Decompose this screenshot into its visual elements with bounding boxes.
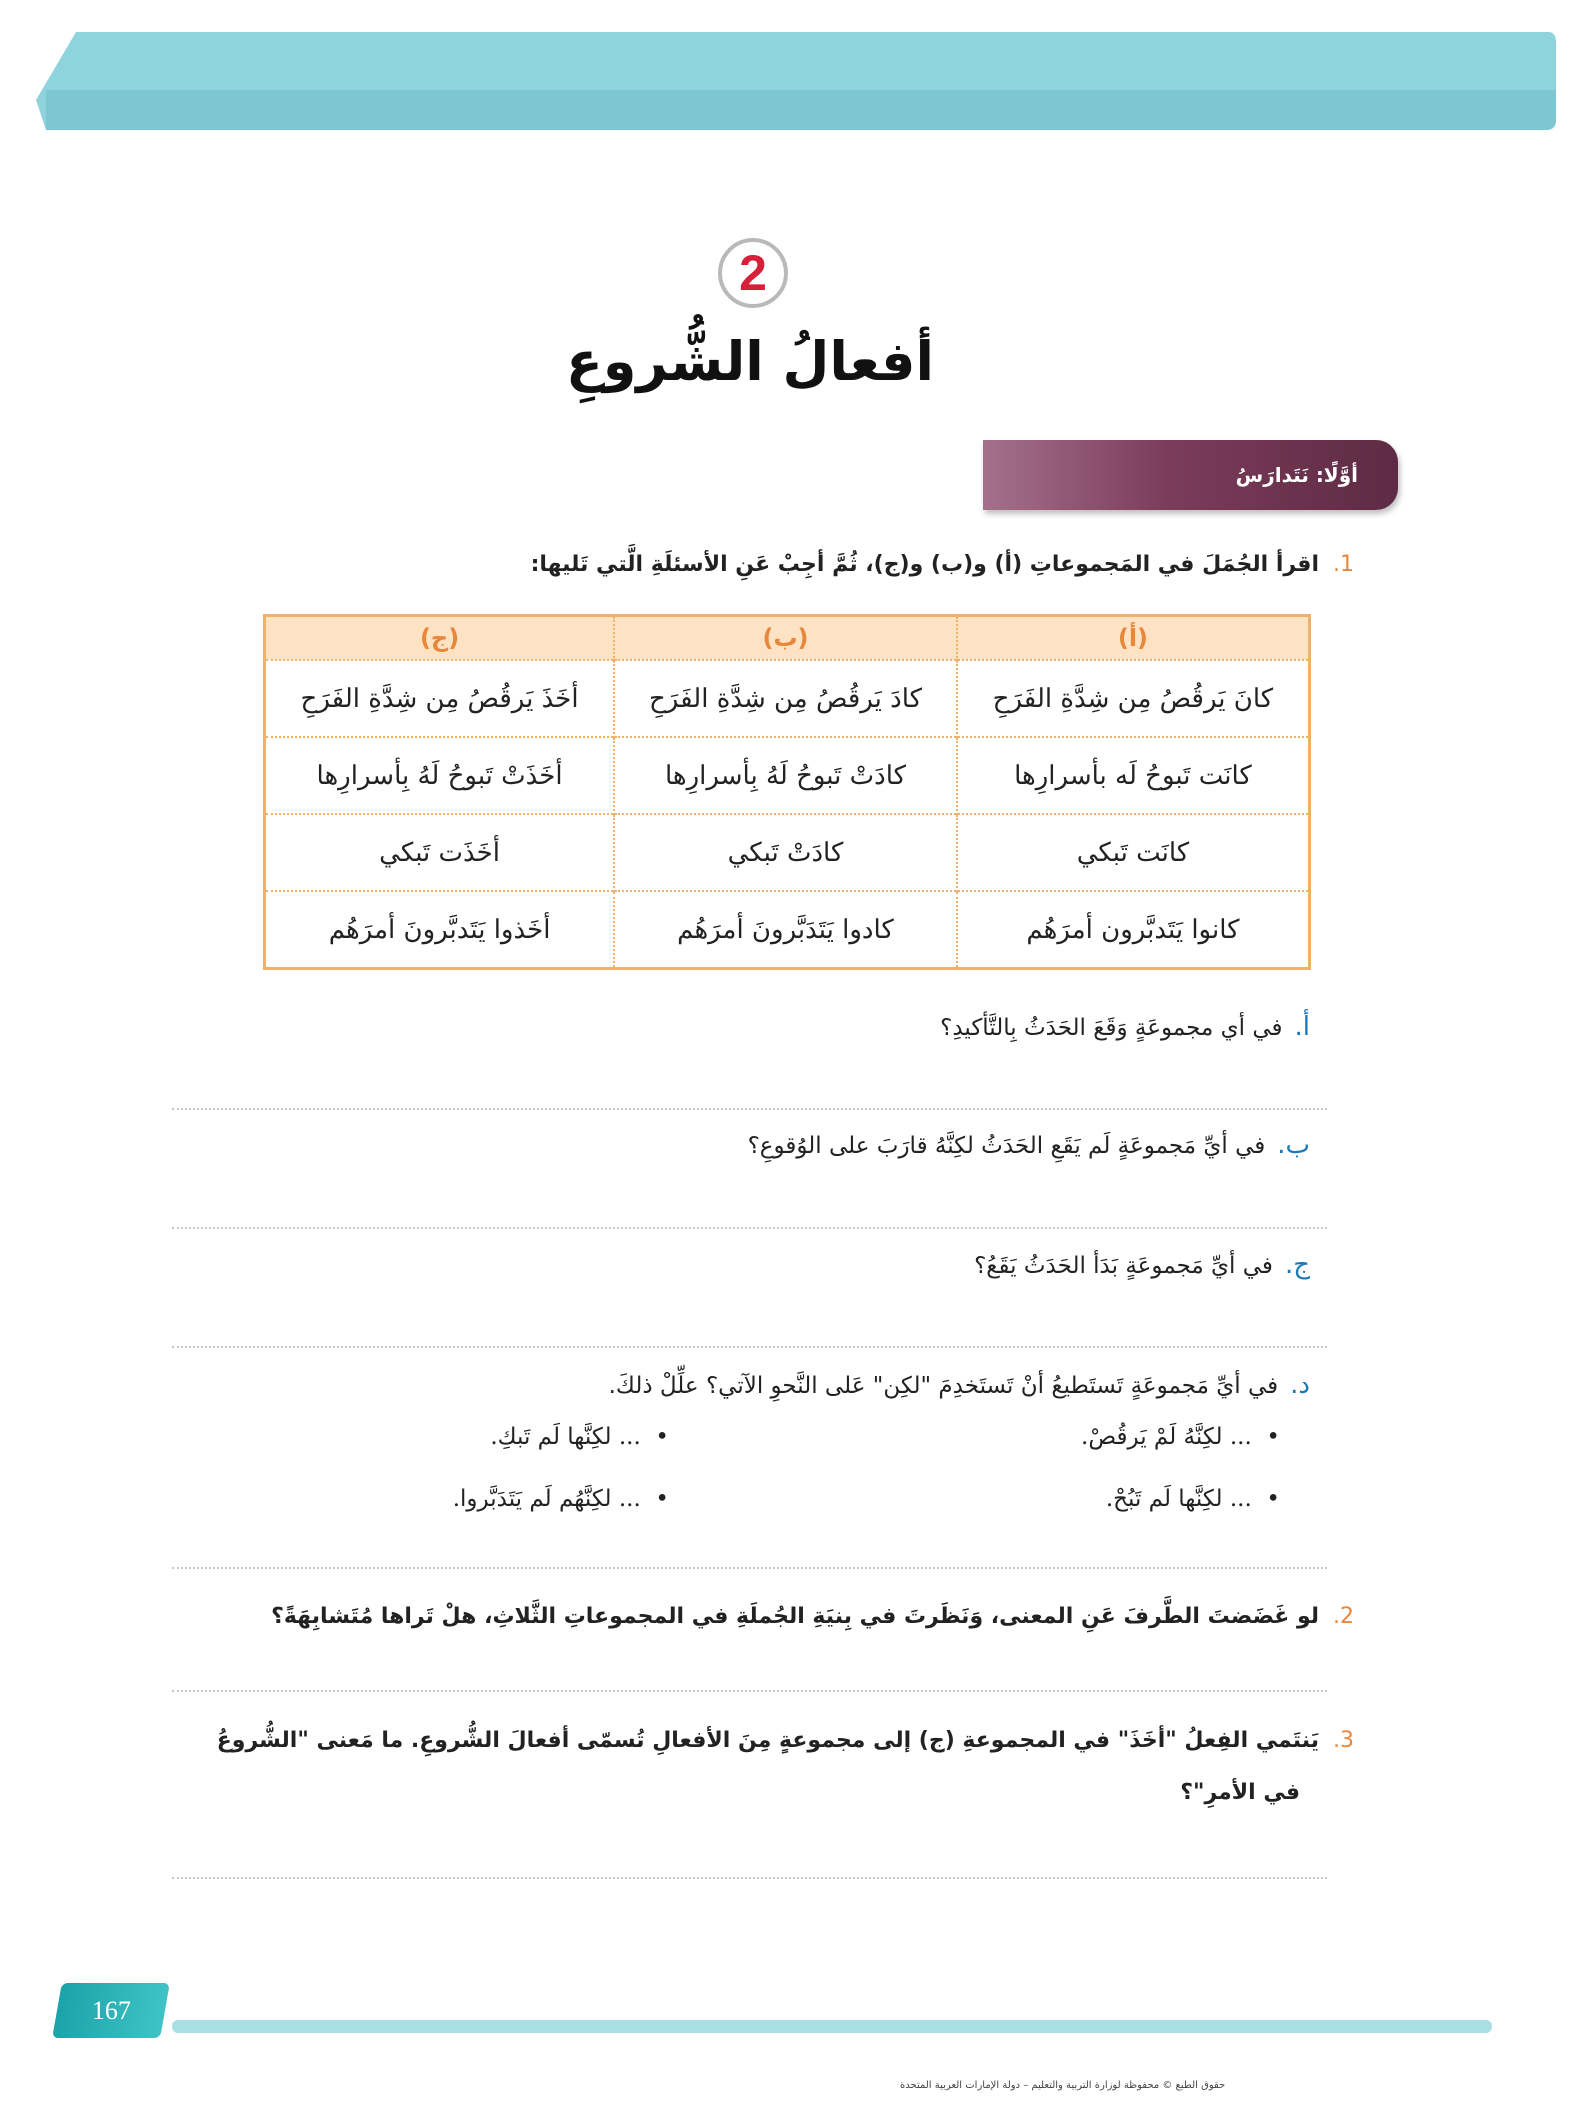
table-cell: أخَذَتْ تَبوحُ لَهُ بِأسرارِها [265, 737, 615, 814]
lesson-number: 2 [739, 245, 767, 301]
question-number: 1. [1333, 552, 1354, 577]
question-1 [531, 552, 1354, 577]
table-row [265, 814, 1310, 891]
table-cell: كادَ يَرقُصُ مِن شِدَّةِ الفَرَحِ [614, 660, 957, 737]
answer-line [172, 1877, 1327, 1879]
answer-line [172, 1227, 1327, 1229]
table-row [265, 737, 1310, 814]
sub-text: في أي مجموعَةٍ وَقَعَ الحَدَثُ بِالتَّأكيدِ؟ [940, 1015, 1283, 1041]
table-cell: كادَتْ تَبوحُ لَهُ بِأسرارِها [614, 737, 957, 814]
table-header-row [265, 616, 1310, 661]
table-cell: كانوا يَتَدبَّرون أمرَهُم [957, 891, 1310, 969]
bullet-item: • ... لكِنَّها لَم تَبكِ. [490, 1424, 669, 1450]
bullet-item: • ... لكِنَّهُ لَمْ يَرقُصْ. [1081, 1424, 1280, 1450]
table-cell: أخَذَ يَرقُصُ مِن شِدَّةِ الفَرَحِ [265, 660, 615, 737]
bullet-text: ... لكِنَّها لَم تَبكِ. [490, 1424, 641, 1450]
table-cell: كانَت تَبوحُ لَه بأسرارِها [957, 737, 1310, 814]
answer-line [172, 1346, 1327, 1348]
lesson-number-badge [718, 238, 788, 308]
table-header: (أ) [957, 616, 1310, 661]
sub-text: في أيِّ مَجموعَةٍ لَم يَقَعِ الحَدَثُ لكِنَّهُ قارَبَ على الوُقوعِ؟ [747, 1133, 1266, 1159]
sub-text: في أيِّ مَجموعَةٍ تَستَطيعُ أنْ تَستَخدِمَ "لكِن" عَلى النَّحوِ الآتي؟ علِّلْ ذلكَ. [608, 1373, 1279, 1399]
sub-letter: ج. [1284, 1250, 1310, 1280]
sub-question-a [940, 1012, 1310, 1042]
answer-line [172, 1690, 1327, 1692]
bullet-item: • ... لكِنَّهُم لَم يَتَدَبَّروا. [452, 1486, 669, 1512]
page-number: 167 [91, 1995, 131, 2025]
table-cell: كانَت تَبكي [957, 814, 1310, 891]
table-cell: كادوا يَتَدَبَّرونَ أمرَهُم [614, 891, 957, 969]
table-row [265, 660, 1310, 737]
table-header: (ب) [614, 616, 957, 661]
top-banner [36, 30, 1556, 132]
table-header: (ج) [265, 616, 615, 661]
sub-letter: د. [1290, 1370, 1310, 1400]
section-label: أوَّلًا: نَتَدارَسُ [1235, 463, 1358, 487]
sub-question-b [748, 1130, 1310, 1160]
question-text: يَنتَمي الفِعلُ "أخَذَ" في المجموعةِ (ج) إلى مجموعةٍ مِنَ الأفعالِ تُسمّى أفعالَ الشُّروعِ. ما مَعنى "الشُّروعُ [216, 1728, 1319, 1753]
copyright-text: حقوق الطبع © محفوظة لوزارة التربية والتعليم – دولة الإمارات العربية المتحدة [900, 2080, 1226, 2091]
bullet-item: • ... لكِنَّها لَم تَبُحْ. [1105, 1486, 1280, 1512]
bullet-text: ... لكِنَّهُ لَمْ يَرقُصْ. [1081, 1424, 1252, 1450]
question-2 [271, 1604, 1354, 1629]
sub-text: في أيِّ مَجموعَةٍ بَدَأ الحَدَثُ يَقَعُ؟ [974, 1253, 1273, 1279]
question-number: 2. [1333, 1604, 1354, 1629]
footer-line [172, 2020, 1492, 2033]
table-row [265, 891, 1310, 969]
sub-question-c [974, 1250, 1310, 1280]
question-text: في الأمرِ"؟ [1180, 1780, 1300, 1805]
sub-letter: أ. [1294, 1012, 1310, 1042]
table-cell: أخَذوا يَتَدبَّرونَ أمرَهُم [265, 891, 615, 969]
question-3 [217, 1728, 1354, 1753]
sub-letter: ب. [1277, 1130, 1310, 1160]
section-tab [983, 440, 1398, 510]
answer-line [172, 1108, 1327, 1110]
table-cell: كانَ يَرقُصُ مِن شِدَّةِ الفَرَحِ [957, 660, 1310, 737]
question-text: لو غَضَضتَ الطَّرفَ عَنِ المعنى، وَنَظَرتَ في بِنيَةِ الجُملَةِ في المجموعاتِ الثَّلاثِ، هلْ تَراها مُتَشابِهَةً؟ [271, 1604, 1319, 1629]
page-title: أفعالُ الشُّروعِ [565, 330, 935, 393]
page-number-badge [52, 1983, 170, 2038]
sub-question-d [609, 1370, 1310, 1400]
question-3-continuation [1180, 1780, 1300, 1805]
answer-line [172, 1567, 1327, 1569]
bullet-text: ... لكِنَّها لَم تَبُحْ. [1105, 1486, 1252, 1512]
table-cell: كادَتْ تَبكي [614, 814, 957, 891]
question-number: 3. [1333, 1728, 1354, 1753]
table-cell: أخَذَت تَبكي [265, 814, 615, 891]
groups-table [263, 614, 1311, 970]
question-text: اقرأ الجُمَلَ في المَجموعاتِ (أ) و(ب) و(ج)، ثُمَّ أجِبْ عَنِ الأسئلَةِ الَّتي تَليها: [530, 552, 1319, 577]
bullet-text: ... لكِنَّهُم لَم يَتَدَبَّروا. [452, 1486, 641, 1512]
